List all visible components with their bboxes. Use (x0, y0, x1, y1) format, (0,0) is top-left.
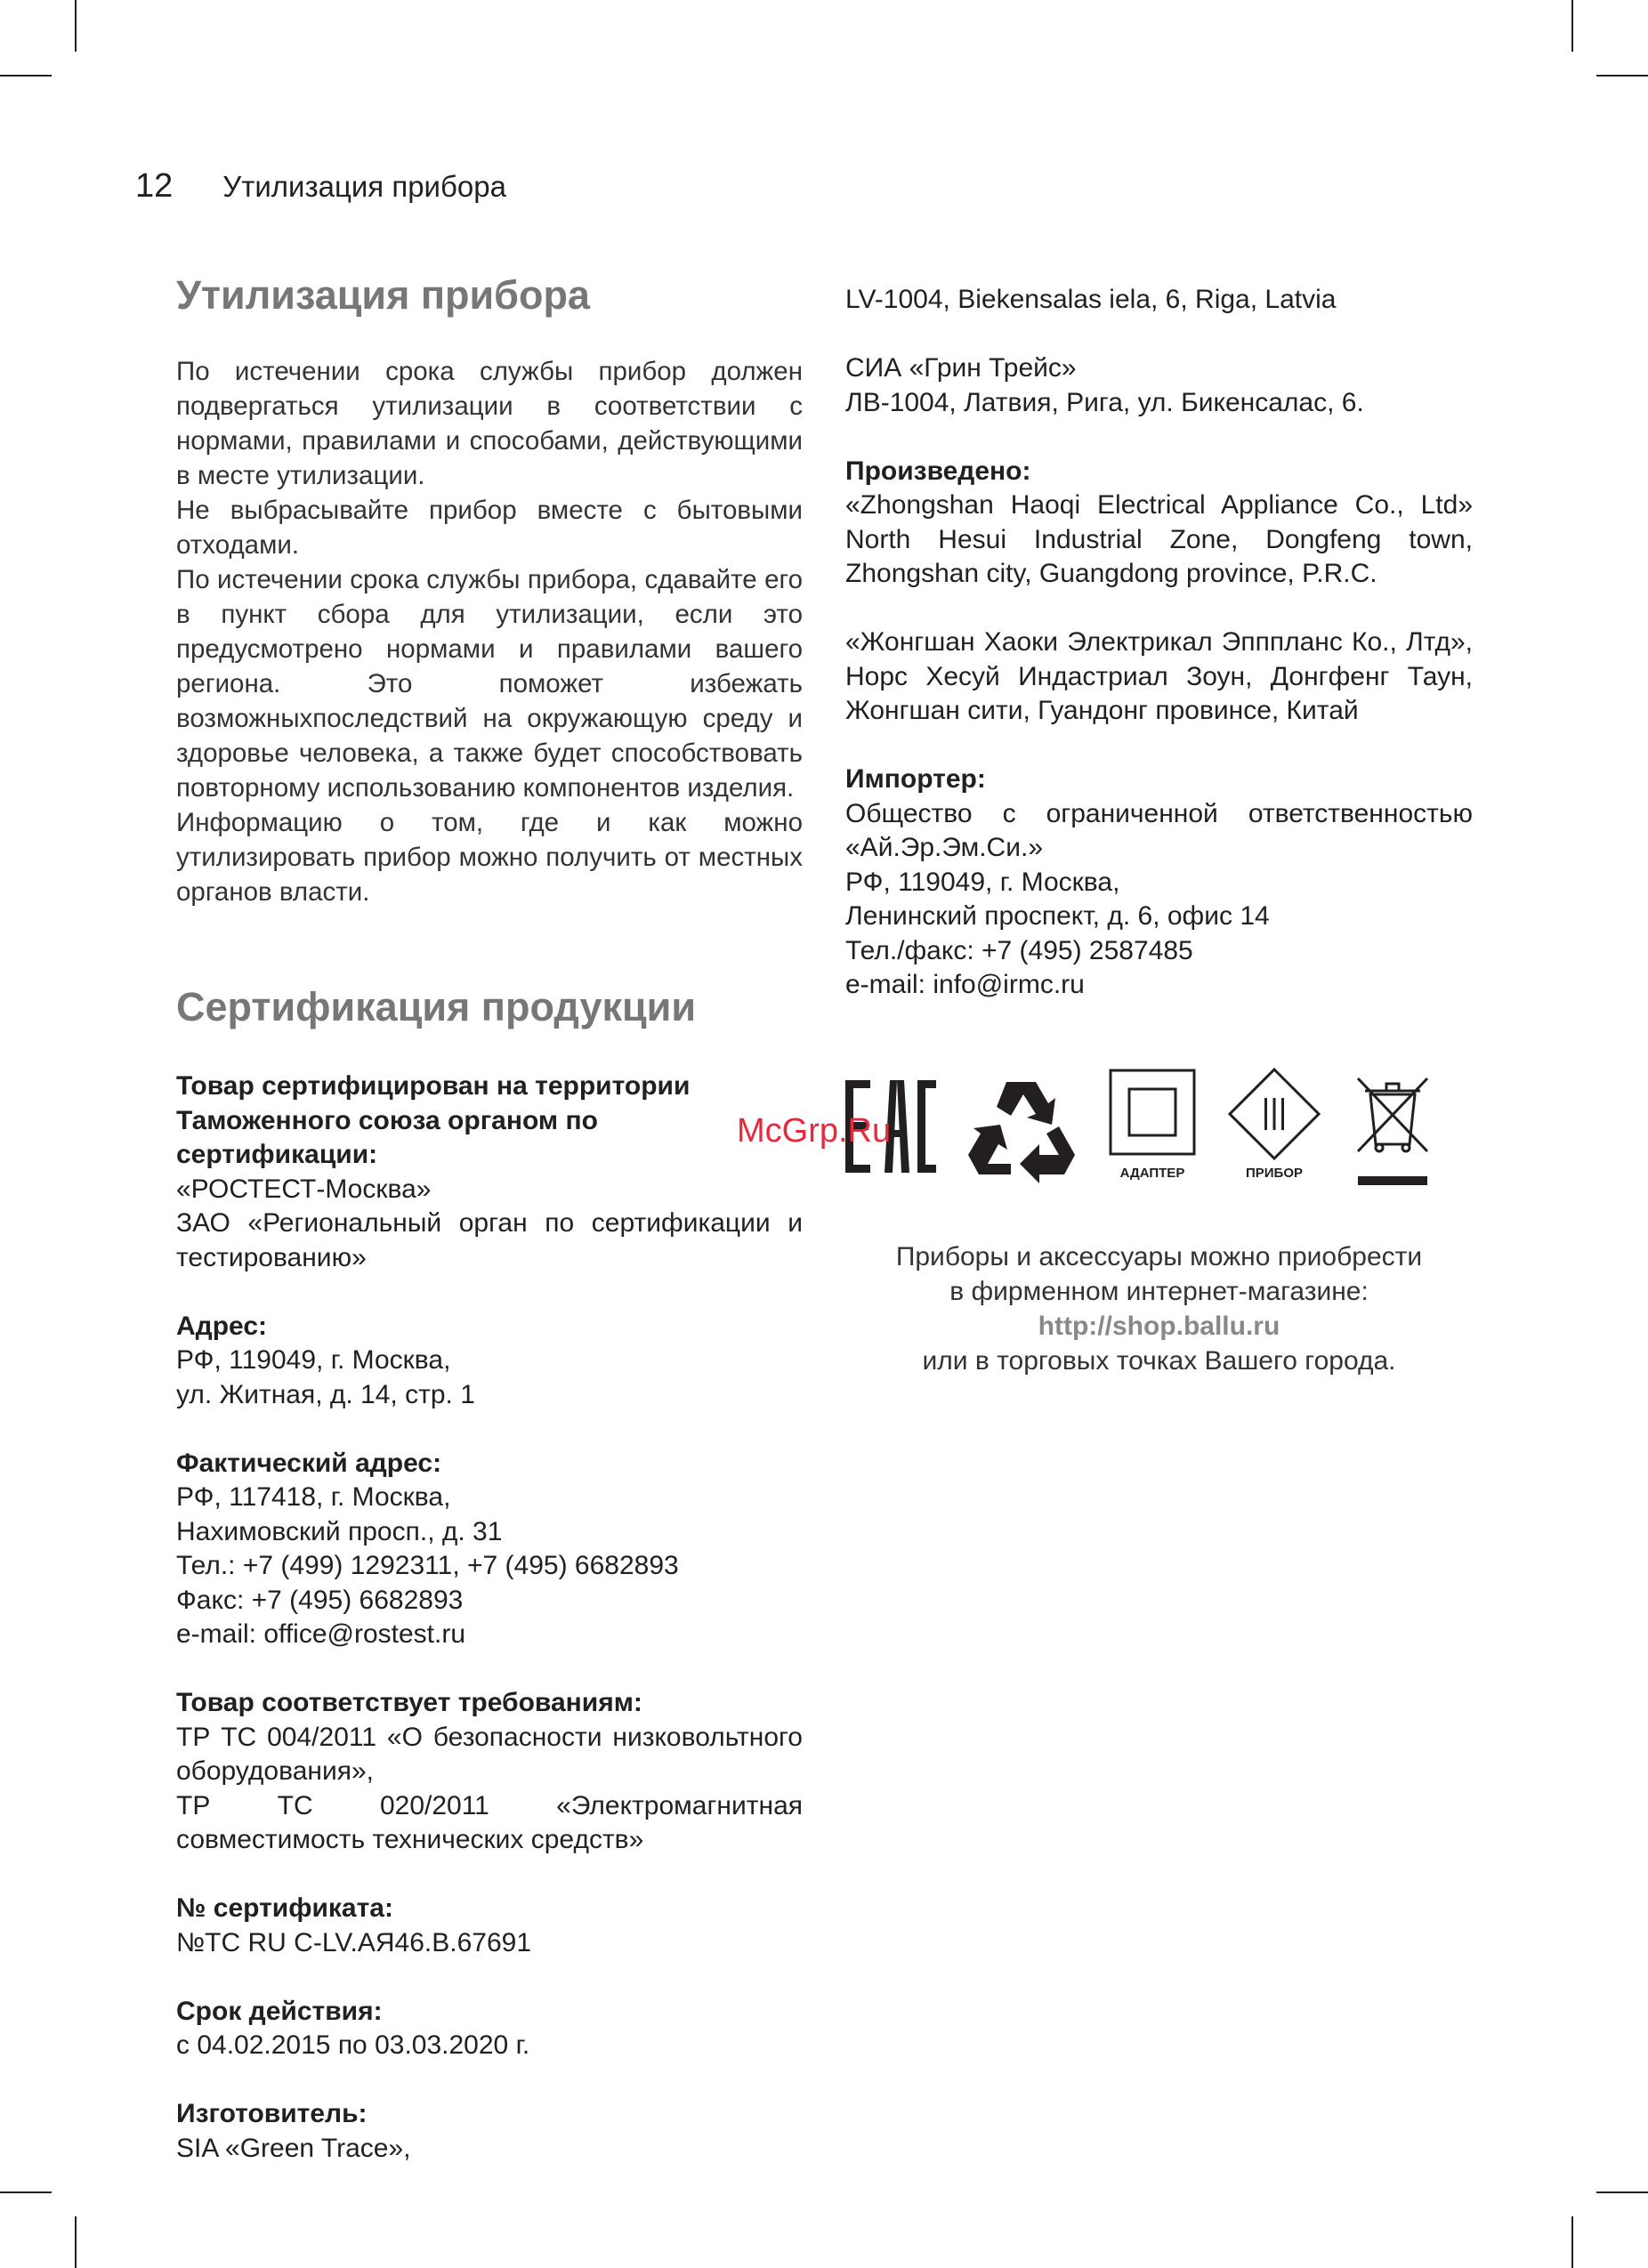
produced-label: Произведено: (845, 456, 1031, 486)
organ-full-name: ЗАО «Региональный орган по сертификации и тестированию» (176, 1208, 803, 1272)
shop-info (845, 1239, 1473, 1378)
device-label: ПРИБОР (1245, 1166, 1304, 1181)
requirements-label: Товар соответствует требованиям: (176, 1688, 642, 1717)
address-line: ул. Житная, д. 14, стр. 1 (176, 1379, 475, 1409)
shop-line: в фирменном интернет-магазине: (949, 1277, 1369, 1306)
disposal-heading: Утилизация прибора (176, 272, 590, 318)
address-line: РФ, 119049, г. Москва, (176, 1345, 451, 1375)
disposal-paragraph: По истечении срока службы прибор должен подвергаться утилизации в соответствии с нормами, правилами и способами, действующими в месте утилизации. (176, 357, 803, 490)
double-insulation-icon (1108, 1068, 1197, 1157)
actual-address-line: РФ, 117418, г. Москва, (176, 1482, 451, 1512)
fax-line: Факс: +7 (495) 6682893 (176, 1585, 464, 1615)
produced-en: «Zhongshan Haoqi Electrical Appliance Co., Ltd» North Hesui Industrial Zone, Dongfeng town, Zhongshan city, Guangdong province, P.R.C. (845, 490, 1473, 588)
validity-label: Срок действия: (176, 1996, 383, 2026)
address-label: Адрес: (176, 1311, 267, 1341)
running-title: Утилизация прибора (222, 170, 506, 203)
importer-address: РФ, 119049, г. Москва, (845, 867, 1120, 897)
disposal-paragraph: Информацию о том, где и как можно утилизировать прибор можно получить от местных органов власти. (176, 808, 803, 907)
recycle-icon (966, 1078, 1077, 1183)
right-column (845, 283, 1473, 1003)
page-header (135, 167, 506, 206)
phone-line: Тел.: +7 (499) 1292311, +7 (495) 6682893 (176, 1551, 679, 1580)
maker-name: SIA «Green Trace», (176, 2133, 411, 2163)
importer-email: e-mail: info@irmc.ru (845, 970, 1085, 999)
class-ii-device-icon (1228, 1068, 1321, 1160)
produced-ru: «Жонгшан Хаоки Электрикал Эпппланс Ко., Лтд», Норс Хесуй Индастриал Зоун, Донгфенг Таун, Жонгшан сити, Гуандонг провинсе, Китай (845, 627, 1473, 725)
certification-heading: Сертификация продукции (176, 984, 697, 1029)
crossed-bin-icon (1353, 1075, 1433, 1192)
disposal-paragraph: Не выбрасывайте прибор вместе с бытовыми отходами. (176, 496, 803, 560)
crop-mark (0, 2191, 52, 2193)
requirement-item: ТР ТС 020/2011 «Электромагнитная совместимость технических средств» (176, 1790, 803, 1854)
crop-mark (0, 75, 52, 77)
shop-line: Приборы и аксессуары можно приобрести (895, 1242, 1423, 1271)
disposal-paragraph: По истечении срока службы прибора, сдавайте его в пункт сбора для утилизации, если это предусмотрено нормами и правилами вашего региона. Это поможет избежать возможныхпоследствий на окружающую среду и здоровье человека, а также будет способствовать повторному использованию компонентов изделия. (176, 565, 803, 803)
left-column (176, 272, 803, 2166)
shop-line: или в торговых точках Вашего города. (922, 1346, 1396, 1376)
crop-mark (1571, 0, 1573, 52)
page-number: 12 (135, 167, 174, 205)
adapter-label: АДАПТЕР (1119, 1166, 1185, 1181)
watermark: McGrp.Ru (737, 1112, 892, 1150)
maker-address-en: LV-1004, Biekensalas iela, 6, Riga, Latvia (845, 285, 1337, 314)
organ-name: «РОСТЕСТ-Москва» (176, 1174, 432, 1204)
maker-address-ru: ЛВ-1004, Латвия, Рига, ул. Бикенсалас, 6. (845, 387, 1364, 417)
shop-url-link[interactable]: http://shop.ballu.ru (1038, 1312, 1280, 1341)
email-line: e-mail: office@rostest.ru (176, 1619, 466, 1649)
actual-address-label: Фактический адрес: (176, 1448, 442, 1478)
actual-address-line: Нахимовский просп., д. 31 (176, 1516, 503, 1546)
crop-mark (1596, 2191, 1648, 2193)
requirement-item: ТР ТС 004/2011 «О безопасности низковольтного оборудования», (176, 1722, 803, 1786)
maker-label: Изготовитель: (176, 2099, 368, 2128)
certificate-number-label: № сертификата: (176, 1893, 393, 1923)
certificate-number: №ТС RU C-LV.АЯ46.В.67691 (176, 1927, 532, 1957)
certification-intro: Товар сертифицирован на территории Таможенного союза органом по сертификации: (176, 1071, 691, 1169)
validity-period: с 04.02.2015 по 03.03.2020 г. (176, 2030, 530, 2060)
importer-label: Импортер: (845, 764, 986, 794)
importer-name: Общество с ограниченной ответственностью «Ай.Эр.Эм.Си.» (845, 798, 1473, 862)
crop-mark (1596, 75, 1648, 77)
maker-name-ru: СИА «Грин Трейс» (845, 353, 1077, 383)
crop-mark (75, 0, 77, 52)
importer-phone: Тел./факс: +7 (495) 2587485 (845, 935, 1193, 965)
certification-block (176, 1069, 803, 2166)
crop-mark (1571, 2216, 1573, 2268)
crop-mark (75, 2216, 77, 2268)
certification-marks (845, 1068, 1433, 1192)
importer-address: Ленинский проспект, д. 6, офис 14 (845, 901, 1270, 931)
